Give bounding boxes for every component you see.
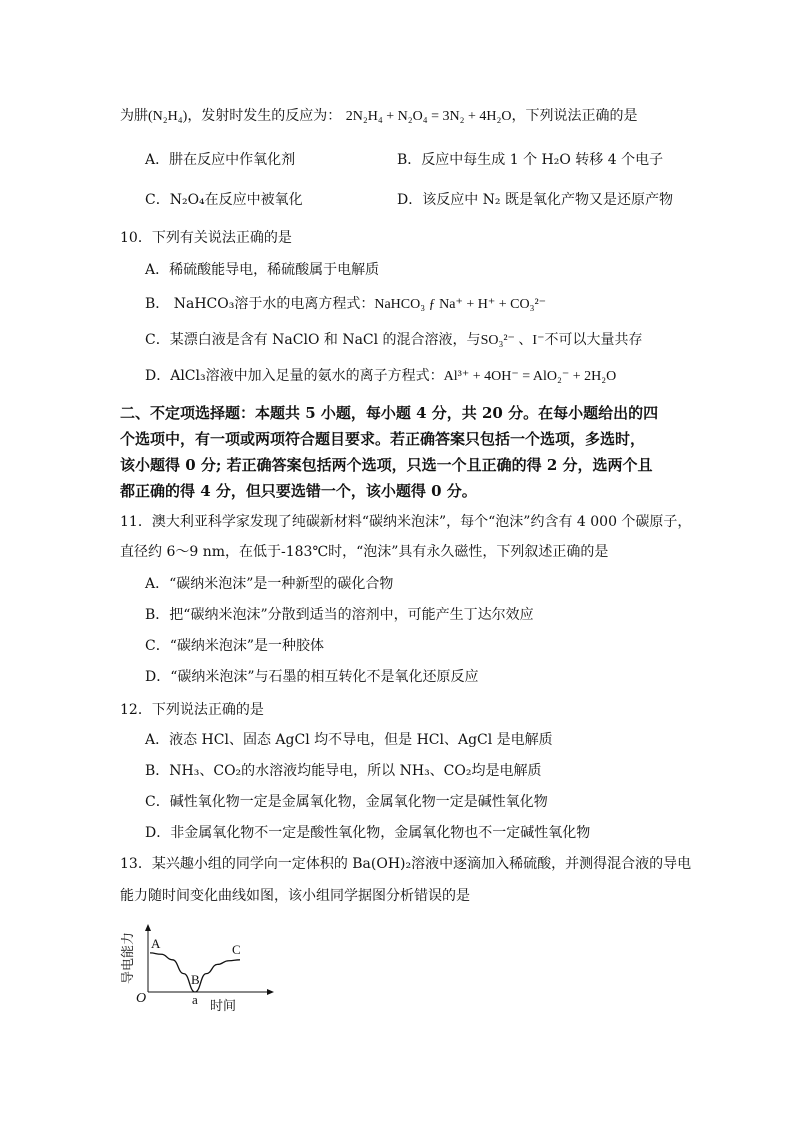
q9-option-d[interactable]: D．该反应中 N₂ 既是氧化产物又是还原产物: [397, 192, 673, 208]
q10-option-d-text: D．AlCl₃溶液中加入足量的氨水的离子方程式：: [145, 368, 444, 384]
q9-stem-formula: (N₂H₄): [148, 109, 188, 124]
x-axis-arrow: [267, 989, 274, 995]
q12-stem: 12．下列说法正确的是: [120, 702, 264, 718]
q10-option-d-equation: Al³⁺ + 4OH⁻ = AlO₂⁻ + 2H₂O: [443, 369, 617, 384]
section2-line-4: 都正确的得 4 分，但只要选错一个，该小题得 0 分。: [120, 482, 477, 500]
section2-line-1: 二、不定项选择题：本题共 5 小题，每小题 4 分，共 20 分。在每小题给出的四: [120, 404, 659, 422]
conductivity-chart: [118, 920, 278, 1015]
point-label-a: A: [151, 935, 161, 951]
section2-line-2: 个选项中，有一项或两项符合题目要求。若正确答案只包括一个选项，多选时，: [120, 430, 646, 448]
y-axis-arrow: [145, 924, 151, 931]
point-label-b: B: [191, 972, 200, 987]
q10-option-d[interactable]: [145, 366, 616, 387]
q11-stem-line-2: 直径约 6～9 nm，在低于-183℃时，“泡沫”具有永久磁性，下列叙述正确的是: [120, 544, 609, 560]
point-label-c: C: [232, 941, 241, 957]
q10-option-c-ions: SO₃²⁻ 、I⁻: [480, 333, 545, 348]
q12-option-b[interactable]: B．NH₃、CO₂的水溶液均能导电，所以 NH₃、CO₂均是电解质: [145, 763, 542, 779]
q13-stem-line-1: 13．某兴趣小组的同学向一定体积的 Ba(OH)₂溶液中逐滴加入稀硫酸，并测得混合液的导电: [120, 856, 692, 872]
q10-option-c-suffix: 不可以大量共存: [544, 332, 643, 348]
q11-option-b[interactable]: B．把“碳纳米泡沫”分散到适当的溶剂中，可能产生丁达尔效应: [145, 607, 534, 623]
q10-stem: 10．下列有关说法正确的是: [120, 230, 292, 246]
origin-label: O: [136, 991, 147, 1006]
q9-stem: [120, 106, 638, 127]
q9-stem-suffix: ，下列说法正确的是: [511, 108, 638, 124]
chart-axes: [145, 924, 274, 995]
q9-option-c[interactable]: C．N₂O₄在反应中被氧化: [145, 192, 303, 208]
q9-equation: 2N₂H₄ + N₂O₄ = 3N₂ + 4H₂O: [345, 109, 512, 124]
q12-option-c[interactable]: C．碱性氧化物一定是金属氧化物，金属氧化物一定是碱性氧化物: [145, 794, 548, 810]
q12-option-a[interactable]: A．液态 HCl、固态 AgCl 均不导电，但是 HCl、AgCl 是电解质: [145, 732, 553, 748]
x-axis-label: 时间: [210, 999, 237, 1014]
x-tick-label-a: a: [192, 992, 198, 1007]
q9-stem-prefix: 为肼: [120, 108, 148, 124]
q12-option-d[interactable]: D．非金属氧化物不一定是酸性氧化物，金属氧化物也不一定碱性氧化物: [145, 825, 591, 841]
q9-stem-middle: ，发射时发生的反应为：: [187, 108, 342, 124]
q10-option-c[interactable]: [145, 330, 642, 351]
q11-option-c[interactable]: C．“碳纳米泡沫”是一种胶体: [145, 638, 325, 654]
q11-stem-line-1: 11．澳大利亚科学家发现了纯碳新材料“碳纳米泡沫”，每个“泡沫”约含有 4 000 个碳原子，: [120, 514, 692, 530]
q13-stem-line-2: 能力随时间变化曲线如图，该小组同学据图分析错误的是: [120, 888, 470, 904]
q9-option-b[interactable]: B．反应中每生成 1 个 H₂O 转移 4 个电子: [397, 152, 664, 168]
q9-option-a[interactable]: A．肼在反应中作氧化剂: [145, 152, 296, 168]
q11-option-d[interactable]: D．“碳纳米泡沫”与石墨的相互转化不是氧化还原反应: [145, 669, 479, 685]
q10-option-b-text: B． NaHCO₃溶于水的电离方程式：: [145, 296, 375, 312]
q11-option-a[interactable]: A．“碳纳米泡沫”是一种新型的碳化合物: [145, 576, 394, 592]
y-axis-label: 导电能力: [121, 931, 136, 984]
q10-option-b-equation: NaHCO₃ ƒ Na⁺ + H⁺ + CO₃²⁻: [374, 297, 547, 312]
section2-line-3: 该小题得 0 分; 若正确答案包括两个选项，只选一个且正确的得 2 分，选两个且: [120, 456, 653, 474]
q10-option-a[interactable]: A．稀硫酸能导电，稀硫酸属于电解质: [145, 262, 380, 278]
q10-option-c-text: C．某漂白液是含有 NaClO 和 NaCl 的混合溶液，与: [145, 332, 481, 348]
q10-option-b[interactable]: [145, 294, 546, 315]
